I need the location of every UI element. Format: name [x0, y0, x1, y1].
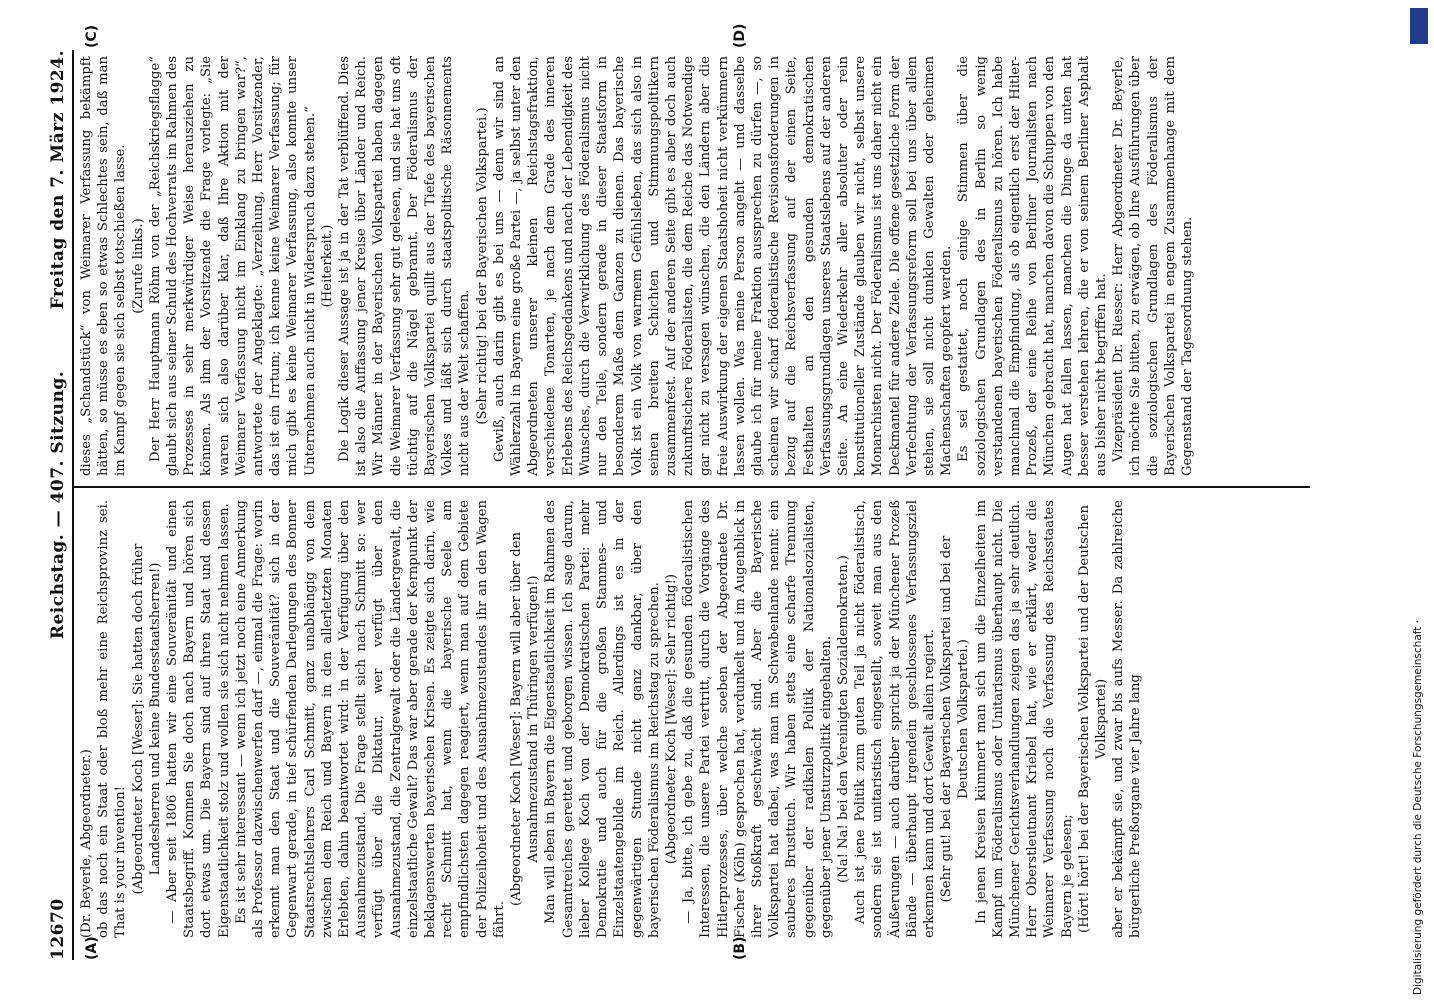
margin-marker-d: (D)	[732, 23, 748, 48]
credit-text: Digitalisierung gefördert durch die Deutsche Forschungsgemeinschaft ·	[1412, 619, 1424, 995]
session-title: Reichstag. — 407. Sitzung.	[48, 370, 68, 640]
interjection: (Zurufe links.)	[130, 218, 146, 314]
paragraph: — Aber seit 1806 hatten wir eine Souveränität und einen Staatsbegriff. Kommen Sie doch nach Bayern und hören sich dort etwas um. Die Bayern sind auf ihren Staat und dessen Eigenstaatlichkeit stolz und wollen sie sich nicht nehmen lassen.	[165, 500, 232, 938]
paragraph: aber er bekämpft sie, und zwar bis aufs Messer. Da zahlreiche bürgerliche Preßorgane vier Jahre lang	[1111, 500, 1144, 938]
paragraph: dieses „Schandstück“ von Weimarer Verfassung bekämpft hätten, so müsse es eben so etwas Schlechtes sein, daß man im Kampf gegen sie sich selbst totschießen lasse.	[79, 56, 129, 476]
margin-marker-c: (C)	[84, 24, 100, 48]
interjection: (Abgeordneter Koch [Weser]: Sehr richtig!)	[663, 573, 679, 865]
interjection: (Na! Na! bei den Vereinigten Sozialdemokraten.)	[835, 555, 851, 883]
left-column	[78, 500, 1310, 938]
speaker-line: (Dr. Beyerle, Abgeordneter.)	[79, 749, 94, 938]
paragraph: Vizepräsident Dr. Riesser: Herr Abgeordneter Dr. Beyerle, ich möchte Sie bitten, zu erwägen, ob Ihre Ausführungen über die soziologischen Grundlagen des Föderalismus der Bayerischen Volkspartei in engem Zusammenhange mit dem Gegenstand der Tagesordnung stehen.	[1111, 56, 1195, 476]
paragraph: Auch ist jene Politik zum guten Teil ja nicht föderalistisch, sondern sie ist unitaristisch eingestellt, soweit man aus den Äußerungen — auch darüber spricht ja der Münchener Prozeß Bände — überhaupt irgendein geschlossenes Verfassungsziel erkennen kann und dort Gewalt allein regiert.	[853, 500, 937, 938]
paragraph: Der Herr Hauptmann Röhm von der „Reichskriegsflagge“ glaubt sich aus seiner Schuld des Hochverrats im Rahmen des Prozesses in sehr merkwürdiger Weise herausziehen zu können. Als ihm der Vorsitzende die Frage vorlegte: „Sie waren sich also darüber klar, daß Ihre Aktion mit der Weimarer Verfassung nicht im Einklang zu bringen war?“, antwortete der Angeklagte: „Verzeihung, Herr Vorsitzender, das ist ein Irrtum; ich kenne keine Weimarer Verfassung; für mich gibt es keine Weimarer Verfassung, also konnte unser Unternehmen auch nicht in Widerspruch dazu stehen.“	[147, 56, 318, 476]
digitization-credit	[1404, 0, 1434, 1000]
column-divider	[72, 486, 1310, 488]
right-column	[78, 56, 1310, 476]
paragraph: Gewiß, auch darin gibt es bei uns — denn wir sind an Wählerzahl in Bayern eine große Partei —, ja selbst unter den Abgeordneten unserer kleinen Reichstagsfraktion, verschiedene Tonarten, je nach dem Grade des inneren Erlebens des Reichsgedankens und nach der Lebendigkeit des Wunsches, durch die Verwirklichung des Föderalismus nicht nur den Teile, sondern gerade in dieser Staatsform in besonderem Maße dem Ganzen zu dienen. Das bayerische Volk ist ein Volk von warmem Gefühlsleben, das sich also in seinen breiten Schichten und Stimmungspolitikern zusammenfest. Auf der anderen Seite gibt es aber doch auch zukunftsichere Föderalisten, die dem Reiche das Notwendige gar nicht zu versagen wünschen, die den Ländern aber die freie Auswirkung der eigenen Staatshoheit nicht verkümmern lassen wollen. Was meine Person angeht — und dasselbe glaube ich für meine Fraktion aussprechen zu dürfen —, so scheinen wir scharf föderalistische Revisionsforderungen in bezug auf die Reichsverfassung auf der einen Seite, Festhalten an den gesunden demokratischen Verfassungsgrundlagen unseres Staatslebens auf der anderen Seite. An eine Wiederkehr aller absoluter oder rein konstitutioneller Zustände glauben wir nicht, selbst unsere Monarchisten nicht. Der Föderalismus ist uns daher nicht ein Deckmantel für andere Ziele. Die offene gesetzliche Form der Verfechtung der Verfassungsreform soll bei uns über allem stehen, sie soll nicht dunklen Gewalten oder geheimen Machenschaften geopfert werden.	[491, 56, 955, 476]
header-rule	[72, 50, 74, 960]
paragraph: — Ja, bitte, ich gebe zu, daß die gesunden föderalistischen Interessen, die unsere Partei vertritt, durch die Vorgänge des Hitlerprozesses, über welche soeben der Abgeordnete Dr. Fischer (Köln) gesprochen hat, verdunkelt und im Augenblick in ihrer Stoßkraft geschwächt sind. Aber die Bayerische Volkspartei hat dabei, was man im Schwabenlande nennt: ein sauberes Brusttuch. Wir haben stets eine scharfe Trennung gegenüber der radikalen Politik der Nationalsozialisten, gegenüber jener Umsturzpolitik eingehalten.	[681, 500, 834, 938]
interjection: (Sehr gut! bei der Bayerischen Volkspartei und bei der Deutschen Volkspartei.)	[939, 535, 972, 903]
paragraph: Es sei gestattet, noch einige Stimmen über die soziologischen Grundlagen des in Berlin so wenig verstandenen bayerischen Föderalismus zu hören. Ich habe manchmal die Empfindung, als ob eigentlich erst der Hitler-Prozeß, der eine Reihe von Berliner Journalisten nach München gebracht hat, manchen davon die Schuppen von den Augen hat fallen lassen, manchen die Dinge da unten hat besser verstehen lehren, die er von seinem Berliner Asphalt aus bisher nicht begriffen hat.	[956, 56, 1109, 476]
session-date: Freitag den 7. März 1924.	[48, 50, 68, 310]
dfg-logo	[1410, 8, 1428, 44]
interjection: (Abgeordneter Koch [Weser]: Bayern will aber über den Ausnahmezustand in Thüringen verfügen!)	[509, 531, 542, 907]
margin-marker-b: (B)	[732, 936, 748, 960]
paragraph: Es ist sehr interessant — wenn ich jetzt noch eine Anmerkung als Professor dazwischenwerfen darf —, einmal die Frage: worin erkennt man den Staat und die Souveränität? sich in der Gegenwart gerade, in tief schürfenden Darlegungen des Bonner Staatsrechtslehrers Carl Schmitt, ganz unabhängig von dem zwischen dem Reich und Bayern in den allerletzten Monaten Erlebten, dahin beantwortet wird: in der Verfügung über den Ausnahmezustand. Die Frage stellt sich nach Schmitt so: wer verfügt über die Diktatur, wer verfügt über den Ausnahmezustand, die Zentralgewalt oder die Ländergewalt, die einzelstaatliche Gewalt? Das war aber gerade der Kernpunkt der beklagenswerten bayerischen Krisen. Es zeigte sich darin, wie recht Schmitt hat, wenn die bayerische Seele am empfindlichsten dagegen reagiert, wenn man auf dem Gebiete der Polizeihoheit und des Ausnahmezustandes ihr an den Wagen fährt.	[233, 500, 507, 938]
paragraph: Man will eben in Bayern die Eigenstaatlichkeit im Rahmen des Gesamtreiches gerettet und geborgen wissen. Ich sage darum, lieber Kollege Koch von der Demokratischen Partei: mehr Demokratie und auch für die großen Stammes- und Einzelstaatengebilde im Reich. Allerdings ist es in der gegenwärtigen Stunde nicht ganz dankbar, über den bayerischen Föderalismus im Reichstag zu sprechen.	[543, 500, 662, 938]
interjection: (Sehr richtig! bei der Bayerischen Volkspartei.)	[474, 107, 490, 425]
paragraph: ob das noch ein Staat oder bloß mehr eine Reichsprovinz sei. That is your invention!	[96, 500, 129, 938]
interjection: (Abgeordneter Koch [Weser]: Sie hatten doch früher Landesherren und keine Bundesstaatsherren!)	[130, 543, 163, 895]
margin-marker-a: (A)	[84, 936, 100, 960]
interjection: (Hört! hört! bei der Bayerischen Volkspartei und der Deutschen Volkspartei)	[1076, 505, 1109, 933]
interjection: (Heiterkeit.)	[319, 224, 335, 308]
page-number: 12670	[48, 898, 68, 960]
paragraph: Die Logik dieser Aussage ist ja in der Tat verblüffend. Dies ist also die Auffassung jener Kreise über Länder und Reich. Wir Männer in der Bayerischen Volkspartei haben dagegen die Weimarer Verfassung sehr gut gelesen, und sie hat uns oft tüchtig auf die Nägel gebrannt. Der Föderalismus der Bayerischen Volkspartei quillt aus der Tiefe des bayerischen Volkes und läßt sich durch staatspolitische Räsonnements nicht aus der Welt schaffen.	[337, 56, 473, 476]
page-header	[48, 50, 68, 960]
paragraph: In jenen Kreisen kümmert man sich um die Einzelheiten im Kampf um Föderalismus oder Unitarismus überhaupt nicht. Die Münchener Gerichtsverhandlungen zeigen das ja sehr deutlich. Herr Oberstleutnant Kriebel hat, wie er erklärt, weder die Weimarer Verfassung noch die Verfassung des Reichsstaates Bayern je gelesen;	[973, 500, 1075, 938]
